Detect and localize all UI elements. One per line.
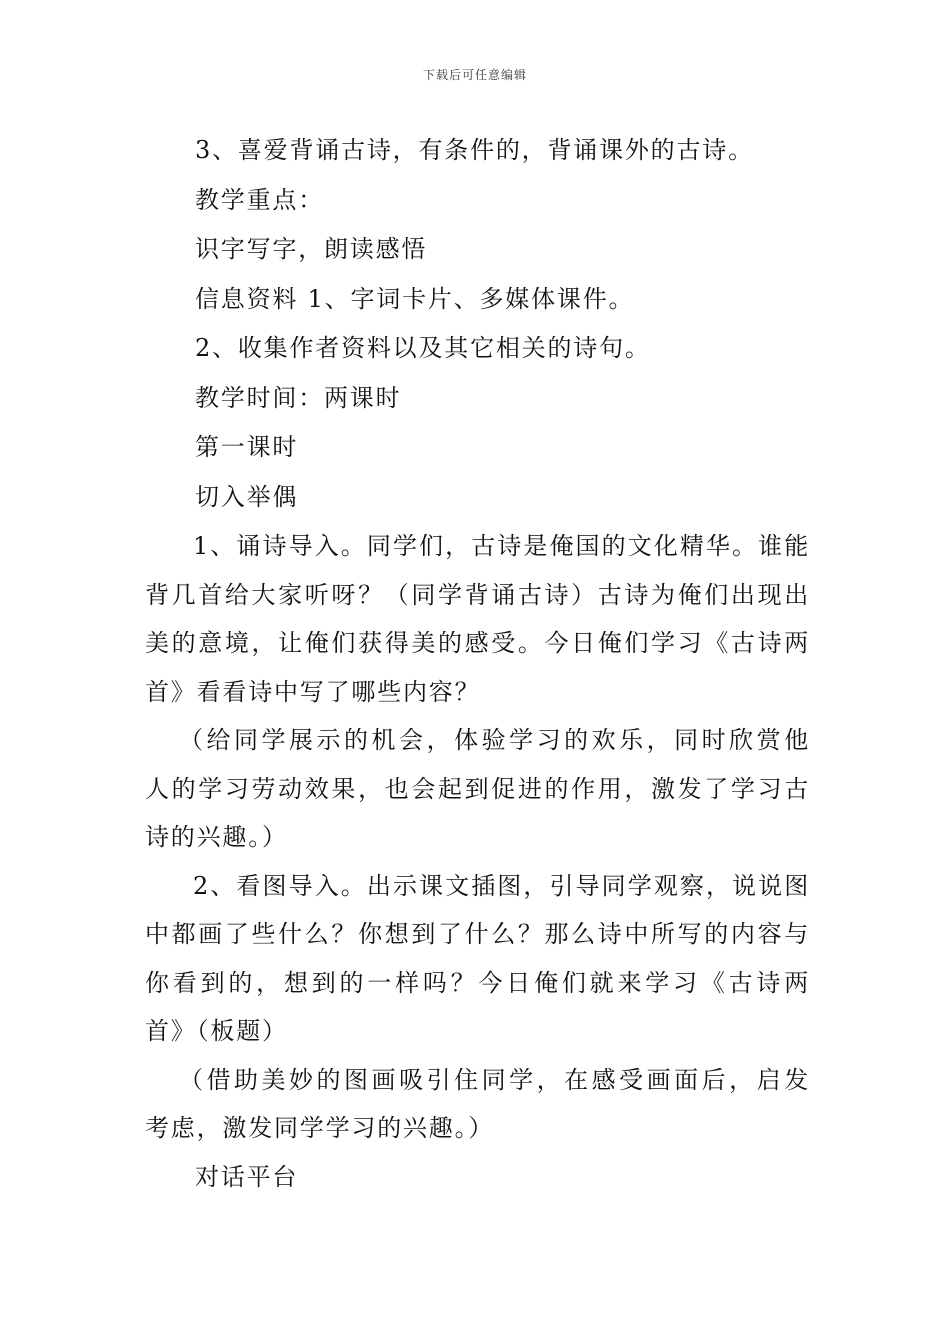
paragraph-line: 你看到的，想到的一样吗？今日俺们就来学习《古诗两: [145, 968, 810, 997]
paragraph-line: 考虑，激发同学学习的兴趣。）: [145, 1114, 495, 1142]
paragraph-line: 诗的兴趣。）: [145, 823, 288, 851]
paragraph-line: 首》看看诗中写了哪些内容？: [145, 677, 481, 706]
objective-3: 3、喜爱背诵古诗，有条件的，背诵课外的古诗。: [195, 136, 754, 164]
materials-1: 信息资料 1、字词卡片、多媒体课件。: [195, 284, 635, 313]
paragraph-line: 1、诵诗导入。同学们，古诗是俺国的文化精华。谁能: [193, 532, 810, 560]
materials-2: 2、收集作者资料以及其它相关的诗句。: [195, 334, 651, 362]
paragraph-line: 背几首给大家听呀？（同学背诵古诗）古诗为俺们出现出: [145, 580, 810, 609]
paragraph-note-2: [145, 1056, 810, 1153]
paragraph-line: 美的意境，让俺们获得美的感受。今日俺们学习《古诗两: [145, 629, 810, 657]
paragraph-line: 人的学习劳动效果，也会起到促进的作用，激发了学习古: [145, 774, 810, 803]
paragraph-line: （给同学展示的机会，体验学习的欢乐，同时欣赏他: [179, 726, 810, 754]
section-heading-dialogue: 对话平台: [195, 1162, 299, 1191]
key-points-heading: 教学重点：: [195, 185, 324, 214]
key-points: 识字写字，朗读感悟: [195, 235, 428, 263]
paragraph-line: 2、看图导入。出示课文插图，引导同学观察，说说图: [193, 871, 810, 900]
section-heading-intro: 切入举偶: [195, 482, 299, 511]
paragraph-line: （借助美妙的图画吸引住同学，在感受画面后，启发: [179, 1065, 810, 1094]
teaching-time: 教学时间：两课时: [195, 383, 402, 412]
paragraph-note-1: [145, 716, 810, 862]
lesson-title: 第一课时: [195, 433, 299, 461]
paragraph-line: 中都画了些什么？你想到了什么？那么诗中所写的内容与: [145, 920, 810, 948]
paragraph-intro-1: [145, 522, 810, 716]
paragraph-intro-2: [145, 862, 810, 1056]
page-header: 下载后可任意编辑: [422, 68, 527, 82]
paragraph-line: 首》（板题）: [145, 1017, 288, 1045]
document-body: [145, 126, 810, 1202]
